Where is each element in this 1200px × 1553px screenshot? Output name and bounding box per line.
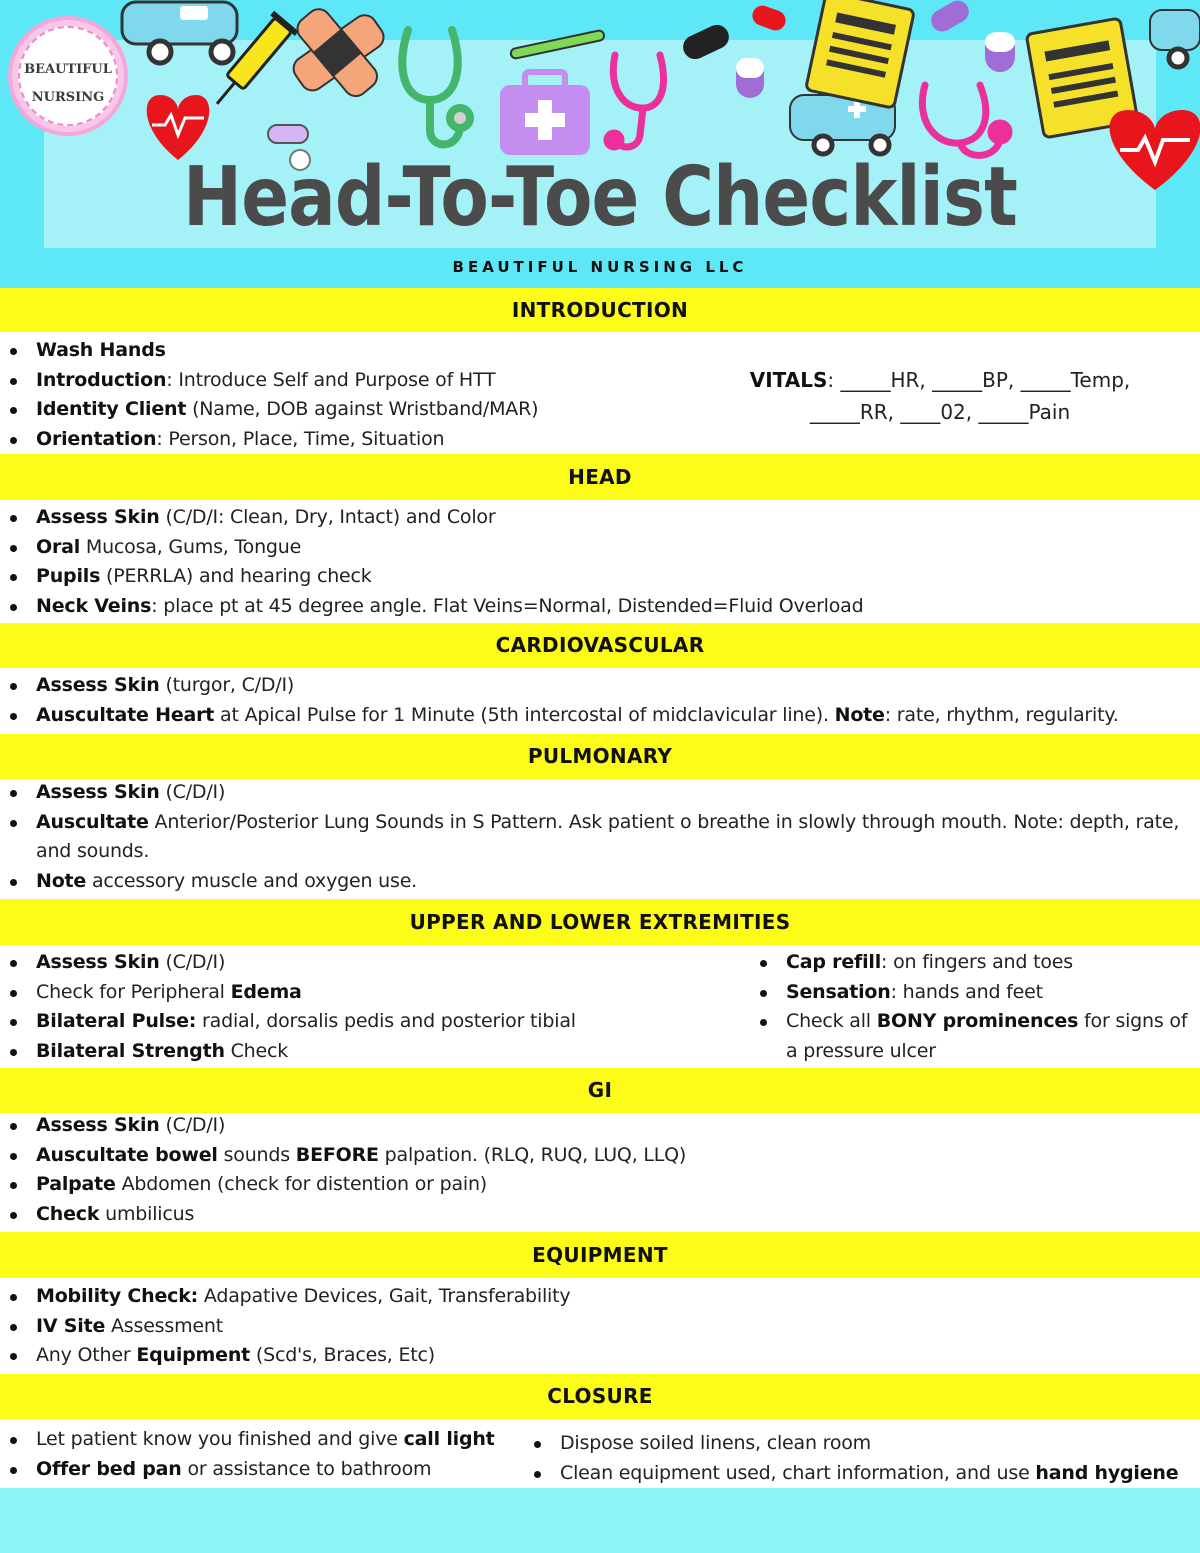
list-item <box>0 1037 745 1067</box>
item-text: Abdomen (check for distention or pain) <box>115 1173 488 1195</box>
item-text: : Introduce Self and Purpose of HTT <box>166 368 496 391</box>
item-keyword: Cap refill <box>786 951 882 973</box>
list-item <box>524 1429 1194 1459</box>
list-item <box>0 395 720 425</box>
item-keyword: Offer bed pan <box>36 1457 182 1480</box>
item-text: Check <box>224 1039 289 1062</box>
item-text: : rate, rhythm, regularity. <box>884 703 1119 726</box>
item-text: Dispose soiled linens, clean room <box>560 1432 871 1454</box>
item-text: : hands and feet <box>890 980 1043 1003</box>
item-text: Clean equipment used, chart information, and use <box>560 1461 1036 1484</box>
item-text: or assistance to bathroom <box>181 1457 432 1480</box>
list-item <box>750 978 1190 1008</box>
item-keyword: Neck Veins <box>36 594 152 617</box>
thermometer-icon <box>510 30 605 60</box>
item-text: (C/D/I) <box>159 951 226 973</box>
item-text: Any Other <box>36 1344 137 1366</box>
item-keyword: BEFORE <box>295 1143 379 1166</box>
item-text: radial, dorsalis pedis and posterior tibial <box>196 1010 576 1032</box>
list-item <box>750 1007 1190 1066</box>
header-banner <box>0 0 1200 288</box>
item-text: (Scd's, Braces, Etc) <box>250 1344 435 1366</box>
item-text: (C/D/I) <box>159 781 226 803</box>
list-item <box>0 1455 530 1485</box>
section-header-pulmonary: PULMONARY <box>0 734 1200 779</box>
gi-list <box>0 1111 1200 1229</box>
list-item <box>0 592 1200 622</box>
item-keyword: Note <box>36 869 87 892</box>
list-item <box>0 503 1200 533</box>
item-text: : on fingers and toes <box>881 951 1073 973</box>
list-item <box>0 336 720 366</box>
logo-line-1: BEAUTIFUL <box>24 62 112 77</box>
item-text: (C/D/I) <box>159 1114 226 1136</box>
page-title: Head-To-Toe Checklist <box>183 150 1017 245</box>
item-keyword: IV Site <box>36 1314 106 1337</box>
item-keyword: BONY prominences <box>876 1010 1079 1032</box>
list-item <box>0 562 1200 592</box>
item-keyword: Check <box>36 1202 100 1225</box>
list-item <box>0 1007 745 1037</box>
item-text: Check all <box>786 1010 877 1032</box>
list-item <box>0 1312 1200 1342</box>
list-item <box>0 533 1200 563</box>
section-header-introduction: INTRODUCTION <box>0 288 1200 332</box>
item-keyword: Assess Skin <box>36 506 160 528</box>
list-item <box>0 701 1200 731</box>
item-text: at Apical Pulse for 1 Minute (5th intercostal of midclavicular line). <box>214 703 835 726</box>
list-item <box>0 1200 1200 1230</box>
item-text: Let patient know you finished and give <box>36 1428 404 1450</box>
item-keyword: Edema <box>230 980 302 1003</box>
item-keyword: Auscultate <box>36 810 149 833</box>
item-keyword: Introduction <box>36 368 167 391</box>
list-item <box>0 1341 1200 1371</box>
item-text: (C/D/I: Clean, Dry, Intact) and Color <box>159 506 496 528</box>
item-keyword: Mobility Check: <box>36 1285 199 1307</box>
item-keyword: Assess Skin <box>36 781 160 803</box>
closure-list-right <box>524 1429 1194 1488</box>
item-text: Anterior/Posterior Lung Sounds in S Pattern. Ask patient o breathe in slowly through mouth. Note: depth, rate, and sounds. <box>36 810 1180 862</box>
list-item <box>0 867 1190 897</box>
first-aid-kit-icon <box>500 72 590 155</box>
item-keyword: Bilateral Pulse: <box>36 1010 197 1032</box>
closure-list-left <box>0 1425 530 1484</box>
item-keyword: Sensation <box>786 980 891 1003</box>
item-keyword: Assess Skin <box>36 674 160 696</box>
item-text: : Person, Place, Time, Situation <box>156 427 445 450</box>
item-keyword: Orientation <box>36 427 157 450</box>
item-text: for signs of a pressure ulcer <box>786 1010 1188 1062</box>
list-item <box>0 425 720 455</box>
logo-line-2: NURSING <box>31 90 105 105</box>
extremities-list-right <box>750 948 1190 1066</box>
brand-logo <box>8 16 128 136</box>
item-keyword: Note <box>834 703 885 726</box>
list-item <box>0 1425 530 1455</box>
list-item <box>750 948 1190 978</box>
item-text: umbilicus <box>99 1202 195 1225</box>
item-text: Mucosa, Gums, Tongue <box>80 535 302 558</box>
pulmonary-list <box>0 778 1190 896</box>
item-keyword: Bilateral Strength <box>36 1039 225 1062</box>
list-item <box>0 978 745 1008</box>
head-list <box>0 503 1200 621</box>
list-item <box>0 948 745 978</box>
item-keyword: Equipment <box>136 1344 251 1366</box>
section-header-head: HEAD <box>0 454 1200 500</box>
cardiovascular-list <box>0 671 1200 730</box>
item-text: Assessment <box>105 1314 223 1337</box>
item-keyword: Wash Hands <box>36 339 166 361</box>
item-keyword: Palpate <box>36 1173 116 1195</box>
notebook-icon <box>806 0 915 108</box>
vitals-label: VITALS <box>749 368 828 392</box>
section-header-closure: CLOSURE <box>0 1374 1200 1419</box>
item-keyword: Assess Skin <box>36 1114 160 1136</box>
vitals-block <box>730 364 1150 428</box>
extremities-list-left <box>0 948 745 1066</box>
section-header-cardiovascular: CARDIOVASCULAR <box>0 623 1200 668</box>
section-header-equipment: EQUIPMENT <box>0 1232 1200 1278</box>
item-text: palpation. (RLQ, RUQ, LUQ, LLQ) <box>378 1143 687 1166</box>
list-item <box>0 366 720 396</box>
vitals-line-1: : _____HR, _____BP, _____Temp, <box>827 368 1131 392</box>
item-text: (Name, DOB against Wristband/MAR) <box>186 398 539 420</box>
list-item <box>0 1282 1200 1312</box>
list-item <box>0 1111 1200 1141</box>
item-keyword: Assess Skin <box>36 951 160 973</box>
item-text: Adapative Devices, Gait, Transferability <box>198 1285 571 1307</box>
item-keyword: Auscultate Heart <box>36 703 215 726</box>
section-header-extremities: UPPER AND LOWER EXTREMITIES <box>0 899 1200 945</box>
item-text: : place pt at 45 degree angle. Flat Veins=Normal, Distended=Fluid Overload <box>151 594 864 617</box>
item-keyword: call light <box>403 1428 495 1450</box>
item-keyword: Pupils <box>36 565 101 587</box>
list-item <box>0 778 1190 808</box>
introduction-list <box>0 336 720 454</box>
item-text: sounds <box>217 1143 296 1166</box>
item-keyword: Auscultate bowel <box>36 1143 218 1166</box>
item-keyword: Oral <box>36 535 81 558</box>
item-text: (PERRLA) and hearing check <box>100 565 372 587</box>
list-item <box>0 671 1200 701</box>
list-item <box>0 808 1190 867</box>
list-item <box>524 1459 1194 1489</box>
item-text: (turgor, C/D/I) <box>159 674 295 696</box>
list-item <box>0 1170 1200 1200</box>
list-item <box>0 1141 1200 1171</box>
equipment-list <box>0 1282 1200 1371</box>
ambulance-icon <box>122 2 237 63</box>
item-keyword: Identity Client <box>36 398 187 420</box>
item-text: Check for Peripheral <box>36 980 231 1003</box>
stethoscope-icon <box>402 30 470 144</box>
item-keyword: hand hygiene <box>1035 1461 1179 1484</box>
item-text: accessory muscle and oxygen use. <box>86 869 418 892</box>
vitals-line-2: _____RR, ____02, _____Pain <box>809 400 1071 424</box>
page-subtitle: BEAUTIFUL NURSING LLC <box>452 258 748 276</box>
footer-band <box>0 1488 1200 1553</box>
section-header-gi: GI <box>0 1068 1200 1113</box>
